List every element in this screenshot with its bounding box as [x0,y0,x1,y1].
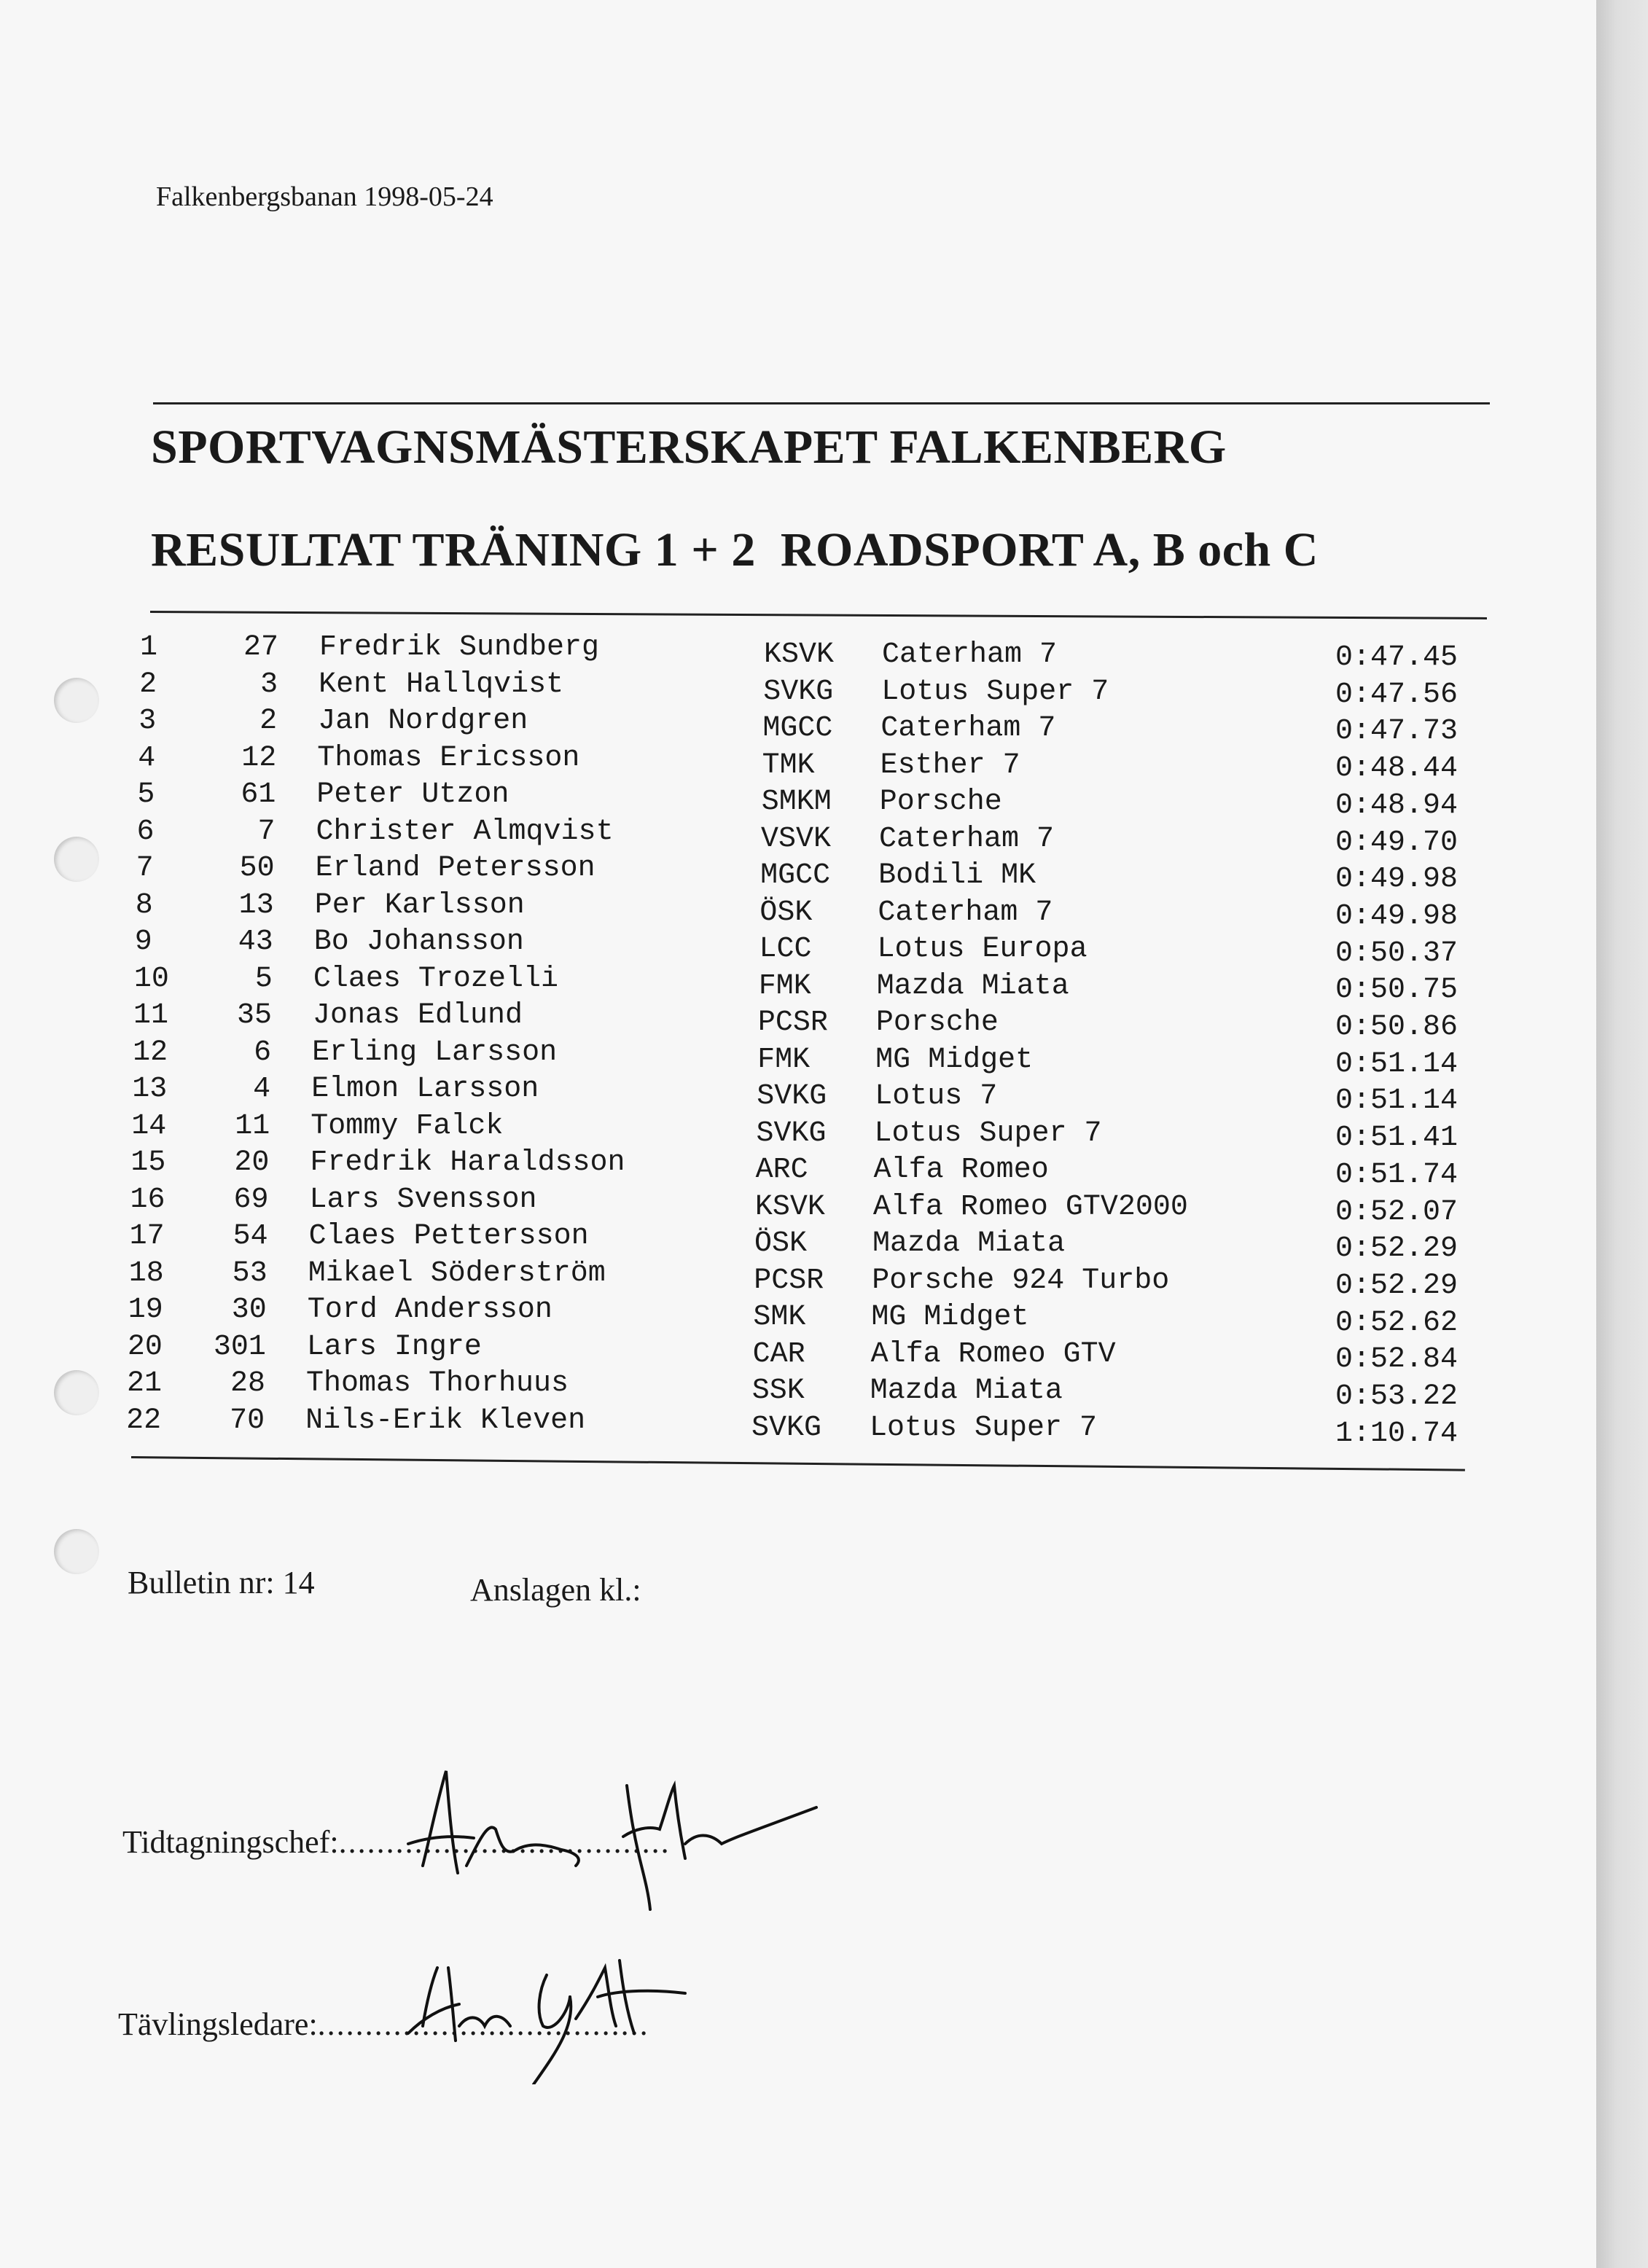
lap-time-cell: 1:10.74 [1335,1417,1458,1450]
timing-chief-signature [379,1756,831,1917]
car-number-cell: 69 [233,1183,269,1216]
car-number-cell: 61 [241,778,276,811]
club-cell: KSVK [764,638,835,671]
club-cell: VSVK [760,822,831,856]
page-edge [1596,0,1648,2268]
car-number-cell: 35 [236,999,272,1032]
result-row [124,705,1480,748]
lap-time-cell: 0:47.73 [1335,715,1458,748]
position-cell: 14 [131,1109,167,1143]
driver-name-cell: Jan Nordgren [318,705,528,738]
driver-name-cell: Bo Johansson [313,926,524,958]
car-model-cell: Porsche [879,786,1002,818]
position-cell: 9 [134,926,152,958]
car-model-cell: Lotus Super 7 [869,1411,1098,1444]
driver-name-cell: Peter Utzon [316,778,509,811]
car-number-cell: 2 [259,705,278,738]
punch-hole [54,837,99,882]
lap-time-cell: 0:52.07 [1335,1195,1458,1229]
bottom-rule [131,1456,1465,1471]
car-model-cell: Mazda Miata [876,969,1069,1003]
lap-time-cell: 0:50.37 [1335,936,1458,970]
car-model-cell: Caterham 7 [878,896,1053,929]
driver-name-cell: Kent Hallqvist [319,668,564,701]
driver-name-cell: Tommy Falck [311,1109,504,1143]
position-cell: 17 [129,1220,165,1253]
result-row [124,888,1480,933]
lap-time-cell: 0:50.86 [1335,1011,1458,1044]
car-number-cell: 43 [238,926,273,958]
position-cell: 8 [135,888,153,922]
club-cell: ÖSK [759,896,813,929]
driver-name-cell: Christer Almqvist [316,815,614,848]
position-cell: 6 [136,815,155,848]
position-cell: 18 [128,1256,164,1290]
car-model-cell: Bodili MK [878,859,1036,892]
car-number-cell: 50 [239,852,275,885]
car-number-cell: 70 [230,1404,265,1437]
result-row [124,1109,1480,1155]
result-row [124,1183,1480,1229]
lap-time-cell: 0:49.70 [1335,826,1458,859]
car-number-cell: 20 [234,1146,270,1179]
position-cell: 11 [133,999,169,1032]
car-model-cell: Lotus Super 7 [874,1117,1102,1150]
result-row [124,1367,1480,1413]
result-row [124,1256,1480,1302]
punch-hole [54,1529,99,1574]
club-cell: MGCC [760,859,831,892]
club-cell: SVKG [763,675,834,708]
lap-time-cell: 0:52.29 [1335,1232,1458,1266]
club-cell: SVKG [751,1411,822,1444]
car-model-cell: Porsche [875,1006,999,1039]
result-row [124,1404,1480,1450]
results-table [124,631,1480,1450]
title-line-2: RESULTAT TRÄNING 1 + 2 ROADSPORT A, B och C [151,523,1319,576]
punch-hole [54,1370,99,1415]
lap-time-cell: 0:47.45 [1335,641,1458,674]
result-row [124,1220,1480,1266]
position-cell: 20 [127,1330,163,1364]
car-number-cell: 4 [253,1073,271,1106]
car-model-cell: Alfa Romeo GTV [870,1337,1116,1371]
car-number-cell: 13 [238,888,274,922]
position-cell: 5 [137,778,155,811]
driver-name-cell: Erland Petersson [315,852,595,885]
bulletin-number: Bulletin nr: 14 [128,1565,315,1600]
result-row [124,1330,1480,1377]
car-number-cell: 3 [260,668,278,701]
lap-time-cell: 0:50.75 [1335,974,1458,1007]
club-cell: PCSR [757,1006,828,1039]
driver-name-cell: Claes Trozelli [313,962,558,996]
result-row [124,1073,1480,1118]
result-row [124,631,1480,674]
lap-time-cell: 0:52.62 [1335,1306,1458,1340]
car-model-cell: MG Midget [871,1301,1029,1334]
result-row [124,741,1480,786]
car-model-cell: Mazda Miata [870,1375,1063,1407]
lap-time-cell: 0:49.98 [1335,899,1458,933]
driver-name-cell: Per Karlsson [314,888,525,922]
club-cell: PCSR [754,1264,824,1297]
position-cell: 12 [133,1036,168,1069]
top-rule [153,402,1490,404]
race-director-signature [379,1939,714,2084]
car-number-cell: 30 [231,1294,267,1326]
club-cell: FMK [757,1043,811,1076]
club-cell: TMK [762,748,815,782]
result-row [124,668,1480,711]
car-number-cell: 53 [232,1256,267,1290]
car-number-cell: 54 [233,1220,268,1253]
header-rule [150,611,1487,619]
lap-time-cell: 0:51.74 [1335,1158,1458,1192]
driver-name-cell: Nils-Erik Kleven [305,1404,586,1437]
car-number-cell: 12 [241,741,277,775]
venue-date: Falkenbergsbanan 1998-05-24 [156,181,493,212]
result-row [124,1294,1480,1340]
car-model-cell: Esther 7 [880,748,1020,782]
position-cell: 16 [130,1183,165,1216]
position-cell: 1 [140,631,158,664]
car-number-cell: 28 [230,1367,265,1400]
title-line-1: SPORTVAGNSMÄSTERSKAPET FALKENBERG [151,421,1227,474]
car-model-cell: Caterham 7 [882,638,1058,671]
car-model-cell: Lotus Super 7 [881,675,1109,708]
car-number-cell: 7 [257,815,276,848]
position-cell: 4 [138,741,156,775]
position-cell: 2 [139,668,157,701]
lap-time-cell: 0:51.14 [1335,1084,1458,1118]
driver-name-cell: Elmon Larsson [311,1073,539,1106]
posted-time-label: Anslagen kl.: [470,1572,641,1608]
lap-time-cell: 0:48.44 [1335,752,1458,786]
result-row [124,852,1480,896]
driver-name-cell: Thomas Thorhuus [306,1367,569,1400]
position-cell: 19 [128,1294,163,1326]
club-cell: ÖSK [754,1227,808,1260]
driver-name-cell: Fredrik Sundberg [319,631,600,664]
result-row [124,778,1480,822]
driver-name-cell: Tord Andersson [307,1294,552,1326]
club-cell: SMK [753,1301,806,1334]
lap-time-cell: 0:48.94 [1335,789,1458,822]
car-number-cell: 6 [254,1036,272,1069]
club-cell: CAR [752,1337,805,1371]
driver-name-cell: Claes Pettersson [308,1220,589,1253]
position-cell: 13 [132,1073,168,1106]
club-cell: SVKG [756,1117,827,1150]
lap-time-cell: 0:49.98 [1335,863,1458,896]
position-cell: 22 [126,1404,162,1437]
signature-dotted-line: ................................... [317,2006,649,2042]
car-model-cell: Alfa Romeo GTV2000 [872,1190,1188,1224]
car-model-cell: Caterham 7 [880,712,1056,745]
lap-time-cell: 0:52.84 [1335,1343,1458,1377]
lap-time-cell: 0:51.14 [1335,1047,1458,1081]
car-number-cell: 11 [235,1109,270,1143]
club-cell: ARC [755,1154,808,1186]
driver-name-cell: Jonas Edlund [313,999,523,1032]
result-row [124,926,1480,970]
car-number-cell: 301 [213,1330,266,1364]
driver-name-cell: Erling Larsson [312,1036,558,1069]
club-cell: MGCC [762,712,833,745]
timing-chief-label: Tidtagningschef: [122,1824,339,1860]
result-row [124,999,1480,1044]
car-model-cell: Porsche 924 Turbo [872,1264,1170,1297]
car-model-cell: Lotus Europa [877,933,1087,966]
position-cell: 21 [127,1367,163,1400]
lap-time-cell: 0:53.22 [1335,1380,1458,1413]
car-model-cell: MG Midget [875,1043,1034,1076]
club-cell: KSVK [754,1190,825,1224]
driver-name-cell: Mikael Söderström [308,1256,606,1290]
driver-name-cell: Lars Svensson [309,1183,537,1216]
driver-name-cell: Thomas Ericsson [317,741,580,775]
result-row [124,1146,1480,1192]
position-cell: 15 [130,1146,166,1179]
position-cell: 10 [133,962,169,996]
car-model-cell: Alfa Romeo [873,1154,1049,1186]
club-cell: SVKG [757,1080,827,1113]
car-model-cell: Mazda Miata [872,1227,1066,1260]
signature-dotted-line: ................................... [338,1824,671,1860]
lap-time-cell: 0:52.29 [1335,1269,1458,1302]
result-row [124,815,1480,859]
lap-time-cell: 0:51.41 [1335,1122,1458,1155]
race-director-label: Tävlingsledare: [118,2006,318,2042]
club-cell: FMK [758,969,811,1003]
result-row [124,1036,1480,1081]
position-cell: 3 [138,705,157,738]
car-number-cell: 5 [254,962,273,996]
result-row [124,962,1480,1007]
driver-name-cell: Fredrik Haraldsson [310,1146,625,1179]
car-model-cell: Lotus 7 [875,1080,998,1113]
car-model-cell: Caterham 7 [878,822,1054,856]
club-cell: SMKM [761,786,832,818]
lap-time-cell: 0:47.56 [1335,678,1458,711]
position-cell: 7 [136,852,154,885]
driver-name-cell: Lars Ingre [306,1330,482,1364]
club-cell: SSK [751,1375,805,1407]
club-cell: LCC [759,933,812,966]
car-number-cell: 27 [243,631,278,664]
punch-hole [54,678,99,723]
